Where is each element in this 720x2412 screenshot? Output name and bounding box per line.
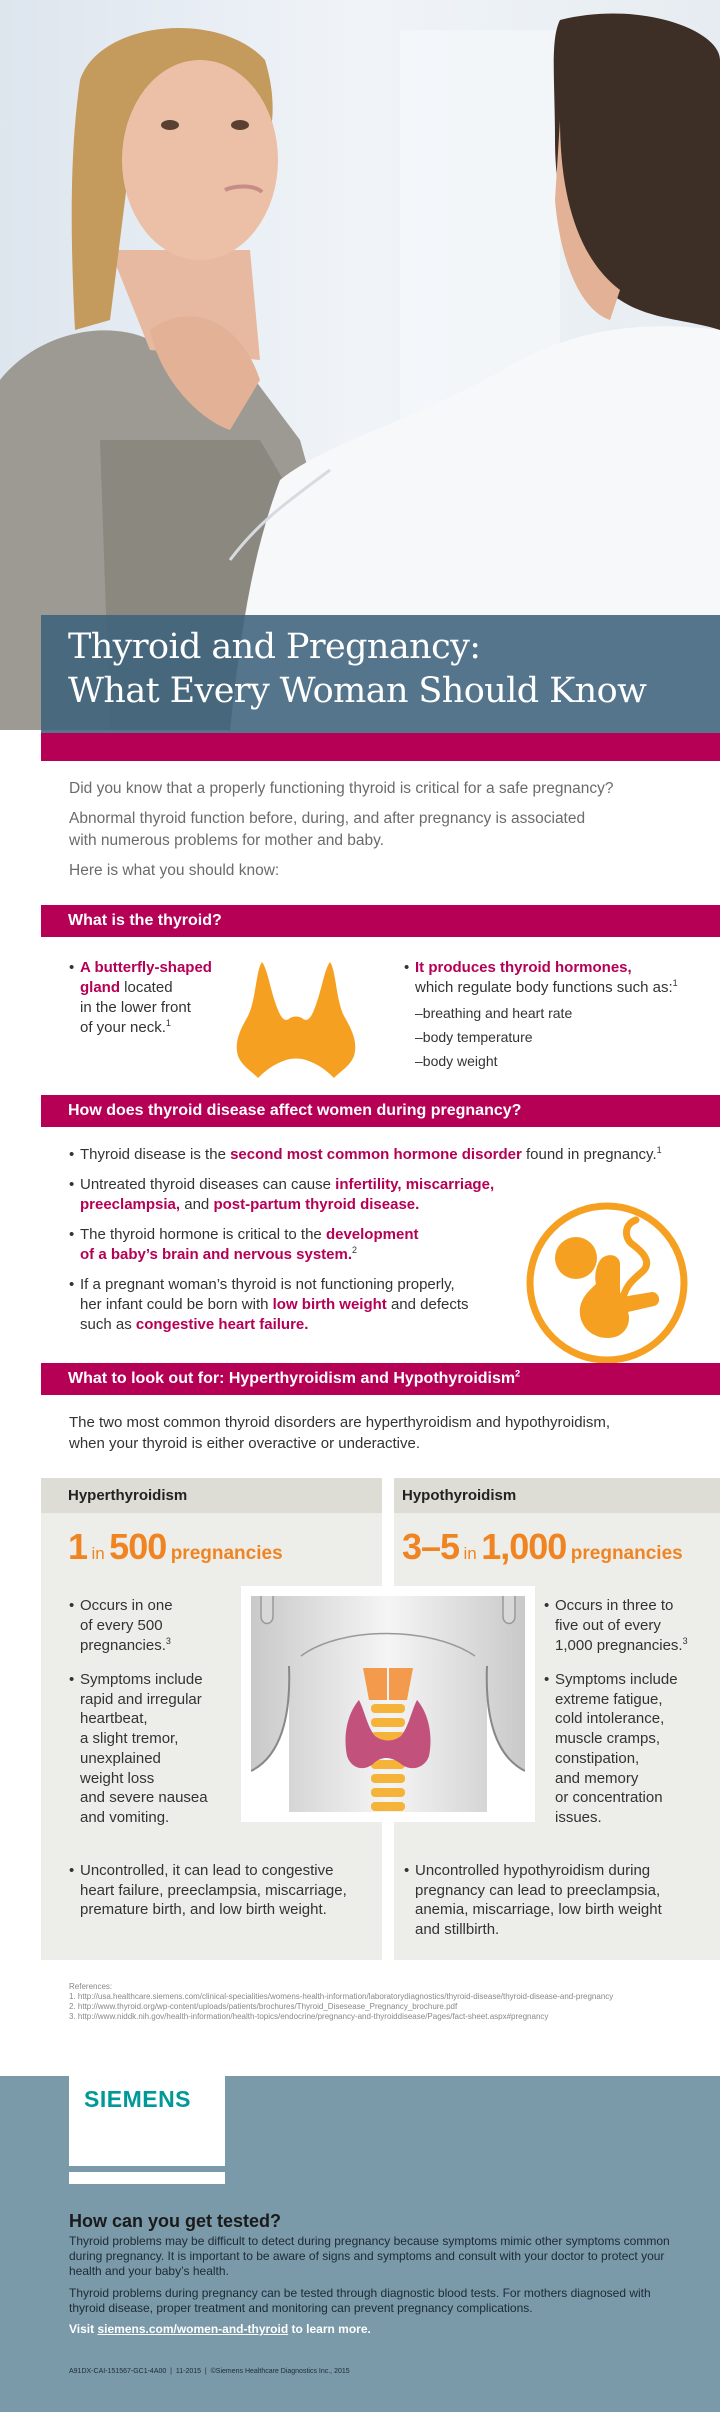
text: or concentration [555,1789,663,1807]
text: pregnancies. [80,1637,166,1654]
text: 1,000 pregnancies. [555,1637,683,1654]
intro-question: Did you know that a properly functioning thyroid is critical for a safe pregnancy? [69,780,614,797]
highlight: preeclampsia, [80,1196,181,1213]
text: premature birth, and low birth weight. [80,1901,327,1919]
list-item [69,1145,709,1165]
text: unexplained [80,1749,161,1767]
footnote-ref: 1 [656,1145,662,1155]
thyroid-gland-icon [230,960,362,1078]
text: rapid and irregular [80,1690,202,1708]
footnote-ref: 3 [682,1636,688,1646]
reference-link[interactable]: 2. http://www.thyroid.org/wp-content/uploads/patients/brochures/Thyroid_Disesease_Pregnancy_brochure.pdf [69,2002,458,2011]
text: thyroid disease, proper treatment and monitoring can prevent pregnancy complications. [69,2301,533,2315]
intro-lead: Here is what you should know: [69,862,280,879]
highlight: low birth weight [272,1296,387,1313]
text: health and your baby’s health. [69,2264,229,2278]
highlight: congestive heart failure. [135,1316,309,1333]
highlight: A butterfly-shaped [80,959,212,976]
heading-text: What to look out for: Hyperthyroidism and Hypothyroidism [68,1370,516,1387]
hypo-symptoms [544,1670,714,1828]
footnote-ref: 3 [165,1636,171,1646]
hyper-symptoms [69,1670,219,1828]
text: when your thyroid is either overactive or underactive. [69,1435,421,1452]
text: Thyroid problems during pregnancy can be tested through diagnostic blood tests. For mothers diagnosed with [69,2286,651,2300]
highlight: second most common hormone disorder [230,1146,522,1163]
text: weight loss [80,1769,155,1787]
text: to learn more. [288,2322,371,2336]
footnote-ref: 2 [515,1368,521,1379]
stat-number: 1 [68,1526,88,1567]
stat-unit: pregnancies [570,1543,683,1564]
hyper-occurs [69,1596,219,1656]
text: constipation, [555,1749,640,1767]
text: in the lower front [80,999,191,1016]
panel-title: Hyperthyroidism [41,1478,382,1513]
text: during pregnancy. It is important to be aware of signs and symptoms and consult with your doctor to protect your [69,2249,665,2263]
hypo-prevalence-stat [402,1526,683,1568]
text: Untreated thyroid diseases can cause [80,1176,336,1193]
panel-title: Hypothyroidism [394,1478,720,1513]
tested-paragraph-2 [69,2286,709,2316]
title-band [41,615,720,733]
hyper-uncontrolled [69,1861,379,1920]
stat-unit: pregnancies [170,1543,283,1564]
text: and [180,1196,214,1213]
thyroid-function [404,958,704,1071]
highlight: It produces thyroid hormones, [415,959,632,976]
text: which regulate body functions such as: [415,979,673,996]
text: • Uncontrolled hypothyroidism during [415,1862,651,1879]
reference-link[interactable]: 1. http://usa.healthcare.siemens.com/clinical-specialities/womens-health-information/laboratorydiagnostics/thyroid-disease/thyroid-disease-and-pregnancy [69,1992,614,2001]
tested-heading: How can you get tested? [69,2211,282,2231]
page-title-line2: What Every Woman Should Know [68,671,647,711]
section-heading-look-out-for [41,1363,720,1395]
section-heading-pregnancy-effects: How does thyroid disease affect women during pregnancy? [41,1095,720,1127]
stat-number: 3–5 [402,1526,460,1567]
text: issues. [555,1808,602,1826]
footer [0,2076,720,2412]
text: • Symptoms include [555,1671,678,1688]
text: of your neck. [80,1019,166,1036]
text: • Uncontrolled, it can lead to congestive [80,1862,334,1879]
text: Visit [69,2322,98,2336]
references-label: References: [69,1982,113,1991]
disorders-intro [69,1412,709,1454]
stat-number: 500 [109,1526,167,1567]
text: cold intolerance, [555,1710,665,1728]
text: Thyroid problems may be difficult to detect during pregnancy because symptoms mimic other symptoms common [69,2234,670,2248]
text: The thyroid hormone is critical to the [80,1226,326,1243]
siemens-logo-block [69,2048,225,2166]
text: and memory [555,1769,639,1787]
accent-bar [41,733,720,761]
text: of every 500 [80,1617,163,1634]
text: five out of every [555,1617,661,1634]
hypo-occurs [544,1596,714,1656]
hypo-uncontrolled [404,1861,714,1940]
stat-in: in [91,1544,105,1563]
text: located [120,979,173,996]
text: • Occurs in three to [555,1597,674,1614]
intro-line: Abnormal thyroid function before, during, and after pregnancy is associated [69,810,586,827]
text: her infant could be born with [80,1296,273,1313]
text: The two most common thyroid disorders are hyperthyroidism and hypothyroidism, [69,1414,611,1431]
footnote-ref: 1 [672,978,678,988]
text: Thyroid disease is the [80,1146,231,1163]
reference-link[interactable]: 3. http://www.niddk.nih.gov/health-information/health-topics/endocrine/pregnancy-and-thyroiddisease/Pages/fact-sheet.aspx#pregnancy [69,2012,549,2021]
highlight: gland [80,979,120,996]
highlight: of a baby’s brain and nervous system. [80,1246,353,1263]
siemens-logo: SIEMENS [84,2086,192,2112]
text: and stillbirth. [415,1921,500,1939]
text: and defects [386,1296,469,1313]
text: found in pregnancy. [521,1146,657,1163]
intro-line: with numerous problems for mother and baby. [69,832,385,849]
thyroid-definition [69,958,239,1038]
highlight: infertility, miscarriage, [335,1176,495,1193]
siemens-thyroid-link[interactable]: siemens.com/women-and-thyroid [97,2322,289,2336]
text: a slight tremor, [80,1730,179,1748]
highlight: development [325,1226,419,1243]
footnote-ref: 2 [352,1245,358,1255]
tested-paragraph-1 [69,2234,709,2279]
fetus-icon [524,1200,690,1366]
text: • Symptoms include [80,1671,203,1688]
references [69,1982,613,2022]
text: heartbeat, [80,1710,148,1728]
stat-number: 1,000 [481,1526,567,1567]
function-item: –body temperature [415,1029,533,1045]
text: extreme fatigue, [555,1690,663,1708]
function-item: –breathing and heart rate [415,1005,573,1021]
text: such as [80,1316,136,1333]
stat-in: in [463,1544,477,1563]
text: muscle cramps, [555,1730,661,1748]
intro-paragraph [69,808,585,852]
legal-line: A91DX-CAI-151567-GC1-4A00 | 11-2015 | ©Siemens Healthcare Diagnostics Inc., 2015 [69,2368,350,2375]
logo-underbar [69,2172,225,2184]
text: heart failure, preeclampsia, miscarriage, [80,1881,347,1899]
footnote-ref: 1 [165,1018,171,1028]
page-title-line1: Thyroid and Pregnancy: [68,627,481,667]
text: • Occurs in one [80,1597,173,1614]
highlight: post-partum thyroid disease. [213,1196,420,1213]
text: and severe nausea [80,1789,208,1807]
text: pregnancy can lead to preeclampsia, [415,1881,661,1899]
neck-thyroid-illustration [241,1586,535,1822]
text: and vomiting. [80,1808,170,1826]
hyper-prevalence-stat [68,1526,283,1568]
visit-line [69,2322,371,2336]
function-item: –body weight [415,1053,498,1069]
text: If a pregnant woman’s thyroid is not functioning properly, [80,1276,455,1293]
section-heading-what-is-thyroid: What is the thyroid? [41,905,720,937]
text: anemia, miscarriage, low birth weight [415,1901,662,1919]
